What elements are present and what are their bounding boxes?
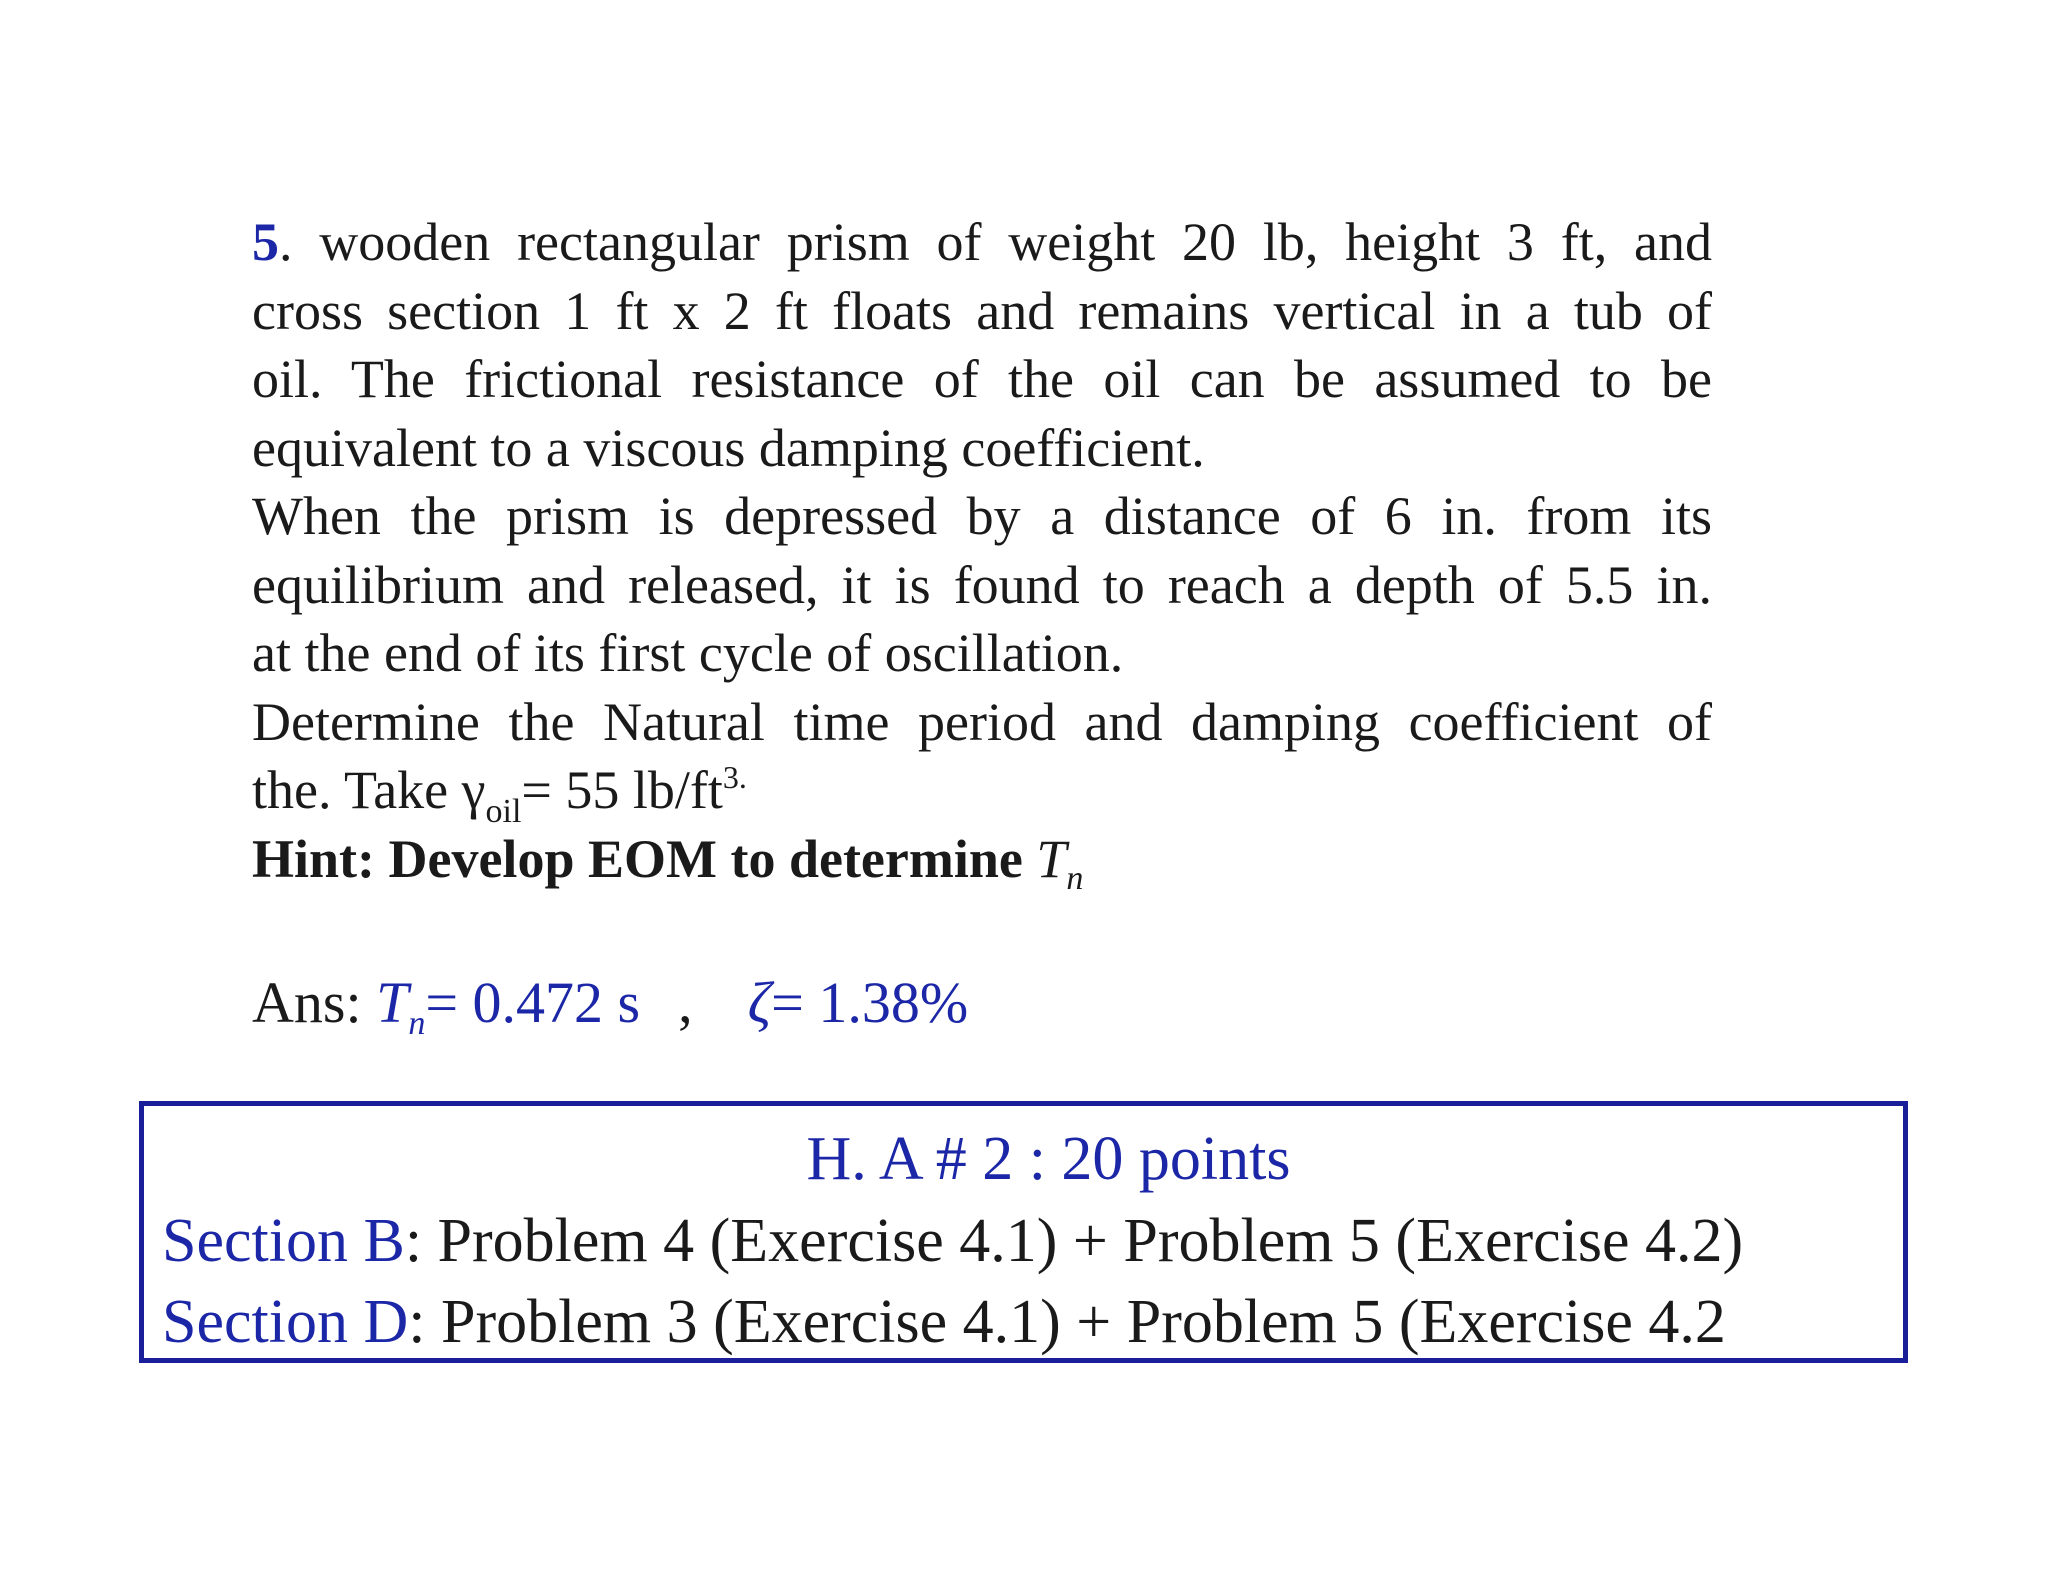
damping-answer (748, 970, 969, 1035)
assignment-title: H. A # 2 : 20 points (806, 1125, 1291, 1193)
cube-superscript: 3. (722, 759, 747, 795)
problem-line-1 (252, 208, 1712, 277)
section-d-text: : Problem 3 (Exercise 4.1) + Problem 5 (Exercise 4.2 (408, 1288, 1726, 1356)
oil-subscript: oil (485, 793, 522, 830)
answer-separator: , (678, 970, 693, 1035)
answer-label: Ans: (252, 970, 377, 1035)
problem-statement (252, 208, 1712, 897)
problem-line-8: Determine the Natural time period and damping coefficient of (252, 691, 1712, 752)
answer-line (252, 968, 969, 1042)
section-d-label: Section D (162, 1288, 409, 1356)
hint-text: Hint: Develop EOM to determine (252, 828, 1037, 889)
gamma-value: = 55 lb/ft (521, 760, 723, 820)
problem-number: 5 (252, 212, 279, 272)
problem-line-2: cross section 1 ft x 2 ft floats and remains vertical in a tub of (252, 280, 1712, 341)
section-b-label: Section B (162, 1207, 405, 1275)
problem-line-6: equilibrium and released, it is found to reach a depth of 5.5 in. (252, 554, 1712, 615)
problem-line-4: equivalent to a viscous damping coefficient. (252, 417, 1205, 478)
problem-line-7: at the end of its first cycle of oscillation. (252, 623, 1124, 683)
hint-symbol: T (1036, 828, 1067, 889)
period-symbol: T (376, 970, 409, 1035)
section-b-text: : Problem 4 (Exercise 4.1) + Problem 5 (Exercise 4.2) (404, 1207, 1744, 1275)
section-d-row (162, 1285, 1726, 1359)
zeta-symbol: ζ (747, 970, 772, 1035)
period-subscript: n (408, 1005, 426, 1042)
take-gamma-text: the. Take γ (252, 760, 486, 820)
problem-line-5: When the prism is depressed by a distance of 6 in. from its (252, 486, 1712, 546)
hint-subscript: n (1066, 859, 1084, 897)
homework-assignment-box (139, 1101, 1908, 1363)
problem-line-3: oil. The frictional resistance of the oil can be assumed to be (252, 349, 1712, 409)
period-answer (376, 970, 641, 1042)
period-value: = 0.472 s (425, 970, 641, 1035)
zeta-value: = 1.38% (771, 970, 969, 1035)
hint-line (252, 825, 1712, 897)
section-b-row (162, 1204, 1743, 1278)
problem-line-9 (252, 756, 1712, 830)
problem-line-1-text: . wooden rectangular prism of weight 20 lb, height 3 ft, and (279, 212, 1712, 272)
